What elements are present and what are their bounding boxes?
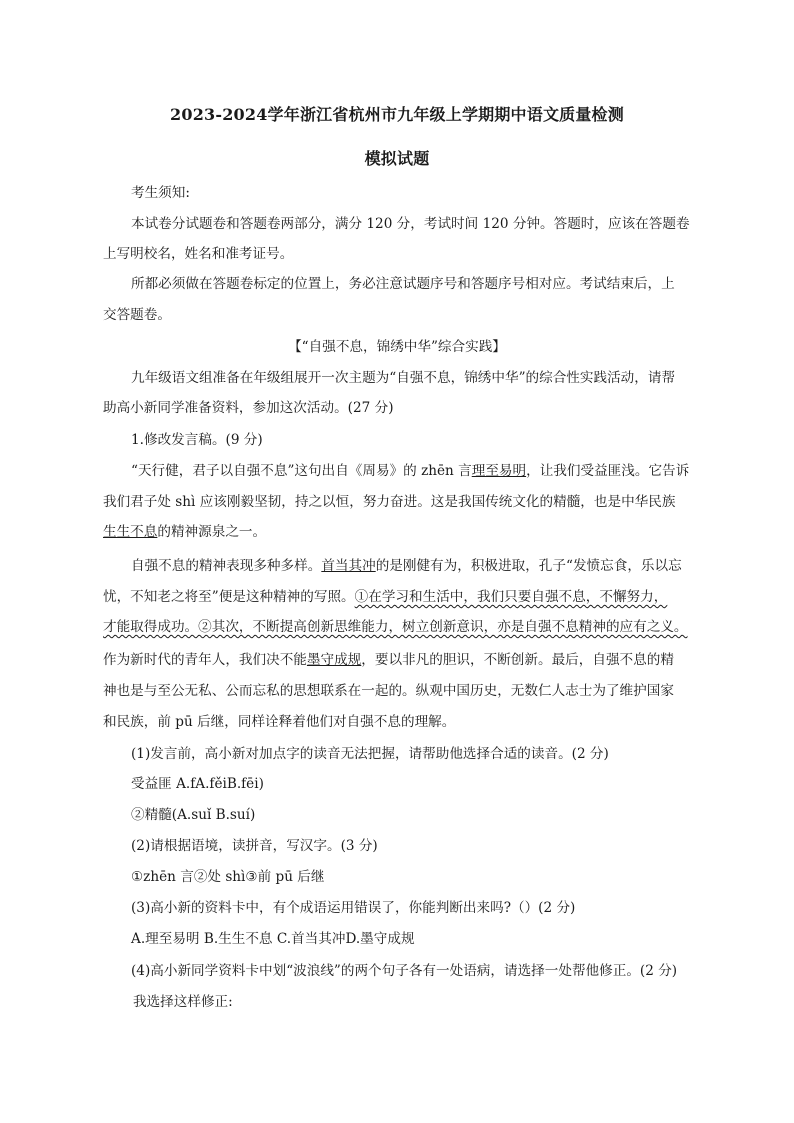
notice-line: 交答题卷。 (103, 307, 171, 323)
passage-line (131, 556, 691, 576)
sub-question: (1)发言前，高小新对加点字的读音无法把握，请帮助他选择合适的读音。(2 分) (131, 746, 609, 762)
passage-line (131, 461, 691, 481)
sub-question: (2)请根据语境，读拼音，写汉字。(3 分) (131, 838, 378, 854)
exam-subtitle: 模拟试题 (364, 149, 430, 168)
notice-line: 上写明校名，姓名和准考证号。 (103, 246, 294, 262)
exam-title: 2023-2024学年浙江省杭州市九年级上学期期中语文质量检测 (170, 105, 624, 124)
wavy-sentence: ①在学习和生活中，我们只要自强不息，不懈努力， (354, 589, 668, 605)
passage-line (103, 650, 674, 670)
notice-label: 考生须知: (131, 185, 190, 201)
notice-line: 所都必须做在答题卷标定的位置上，务必注意试题序号和答题序号相对应。考试结束后，上 (131, 276, 675, 292)
question-title: 1.修改发言稿。(9 分) (131, 432, 263, 448)
passage-text: 忧，不知老之将至”便是这种精神的写照。 (103, 589, 355, 605)
intro-line: 九年级语文组准备在年级组展开一次主题为“自强不息，锦绣中华”的综合性实践活动，请帮 (131, 370, 676, 386)
answer-option: ②精髓(A.suǐ B.suí) (131, 807, 256, 823)
passage-line: 和民族，前 pū 后继，同样诠释着他们对自强不息的理解。 (103, 714, 456, 730)
section-heading: 【“自强不息，锦绣中华”综合实践】 (288, 339, 506, 355)
passage-text: 的是刚健有为，积极进取，孔子“发愤忘食，乐以忘 (375, 558, 682, 574)
underlined-idiom: 墨守成规 (306, 652, 362, 668)
passage-text: 的精神源泉之一。 (157, 524, 267, 540)
intro-line: 助高小新同学准备资料，参加这次活动。(27 分) (103, 400, 394, 416)
passage-line (103, 617, 688, 637)
passage-text: 作为新时代的青年人，我们决不能 (103, 652, 307, 668)
passage-line: 我们君子处 shì 应该刚毅坚韧，持之以恒，努力奋进。这是我国传统文化的精髓，也是中华民族 (103, 494, 676, 510)
passage-line (103, 587, 668, 607)
underlined-idiom: 理至易明 (471, 463, 527, 479)
sub-question: (3)高小新的资料卡中，有个成语运用错误了，你能判断出来吗?（）(2 分) (131, 900, 576, 916)
underlined-idiom: 生生不息 (103, 524, 158, 540)
sub-question: (4)高小新同学资料卡中划“波浪线”的两个句子各有一处语病，请选择一处帮他修正。(2 分) (131, 963, 678, 979)
passage-text: 自强不息的精神表现多种多样。 (131, 558, 322, 574)
wavy-sentence: 才能取得成功。②其次，不断提高创新思维能力，树立创新意识，亦是自强不息精神的应有之义。 (103, 619, 688, 635)
underlined-idiom: 首当其冲 (321, 558, 376, 574)
passage-line (103, 522, 663, 542)
answer-prompt: 我选择这样修正: (133, 994, 233, 1010)
passage-line: 神也是与至公无私、公而忘私的思想联系在一起的。纵观中国历史，无数仁人志士为了维护国家 (103, 683, 674, 699)
passage-text: “天行健，君子以自强不息”这句出自《周易》的 zhēn 言 (131, 463, 472, 479)
passage-text: ，让我们受益匪浅。它告诉 (526, 463, 690, 479)
passage-text: ，要以非凡的胆识，不断创新。最后，自强不息的精 (361, 652, 674, 668)
answer-option: ①zhēn 言②处 shì③前 pū 后继 (131, 869, 325, 885)
answer-option: A.理至易明 B.生生不息 C.首当其冲D.墨守成规 (131, 931, 415, 947)
notice-line: 本试卷分试题卷和答题卷两部分，满分 120 分，考试时间 120 分钟。答题时，应该在答题卷 (131, 216, 690, 232)
answer-option: 受益匪 A.fA.fěiB.fēi) (131, 776, 264, 792)
